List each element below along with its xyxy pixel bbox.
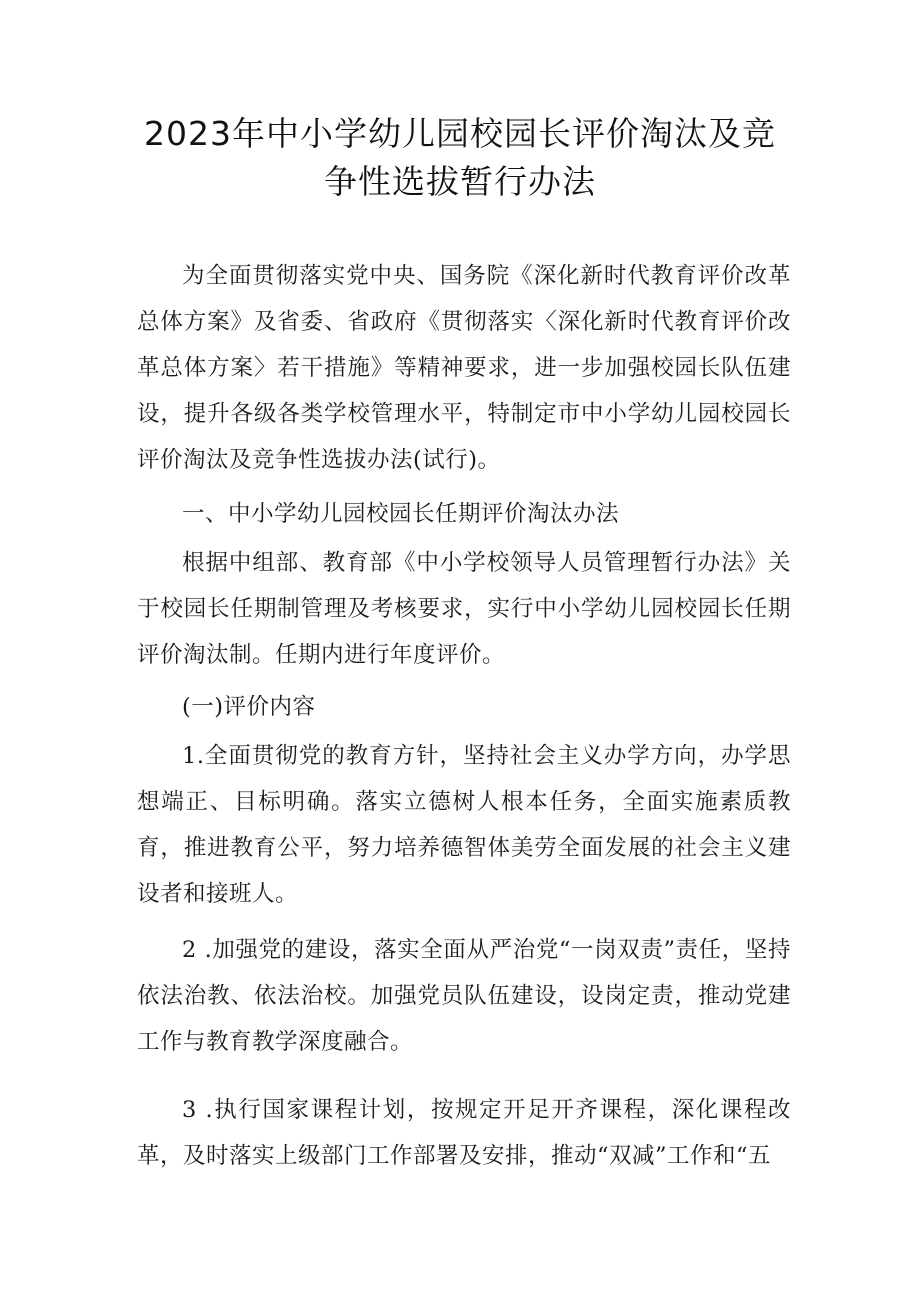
item-3-paragraph: 3 .执行国家课程计划，按规定开足开齐课程，深化课程改革，及时落实上级部门工作部署及安排，推动“双减”工作和“五 xyxy=(137,1097,791,1169)
document-title-line-2: 争性选拔暂行办法 xyxy=(324,162,596,201)
intro-paragraph: 为全面贯彻落实党中央、国务院《深化新时代教育评价改革总体方案》及省委、省政府《贯彻落实〈深化新时代教育评价改革总体方案〉若干措施》等精神要求，进一步加强校园长队伍建设，提升各级各类学校管理水平，特制定市中小学幼儿园校园长评价淘汰及竞争性选拔办法(试行)。 xyxy=(137,263,791,473)
section-heading-1: 一、中小学幼儿园校园长任期评价淘汰办法 xyxy=(182,501,620,527)
document-title-line-1: 2023年中小学幼儿园校园长评价淘汰及竞 xyxy=(144,114,776,153)
subsection-heading-1: (一)评价内容 xyxy=(182,694,316,720)
item-1-paragraph: 1.全面贯彻党的教育方针，坚持社会主义办学方向，办学思想端正、目标明确。落实立德树人根本任务，全面实施素质教育，推进教育公平，努力培养德智体美劳全面发展的社会主义建设者和接班人。 xyxy=(137,743,791,907)
section-1-paragraph: 根据中组部、教育部《中小学校领导人员管理暂行办法》关于校园长任期制管理及考核要求，实行中小学幼儿园校园长任期评价淘汰制。任期内进行年度评价。 xyxy=(137,550,791,668)
item-2-paragraph: 2 .加强党的建设，落实全面从严治党“一岗双责”责任，坚持依法治教、依法治校。加强党员队伍建设，设岗定责，推动党建工作与教育教学深度融合。 xyxy=(137,937,791,1055)
